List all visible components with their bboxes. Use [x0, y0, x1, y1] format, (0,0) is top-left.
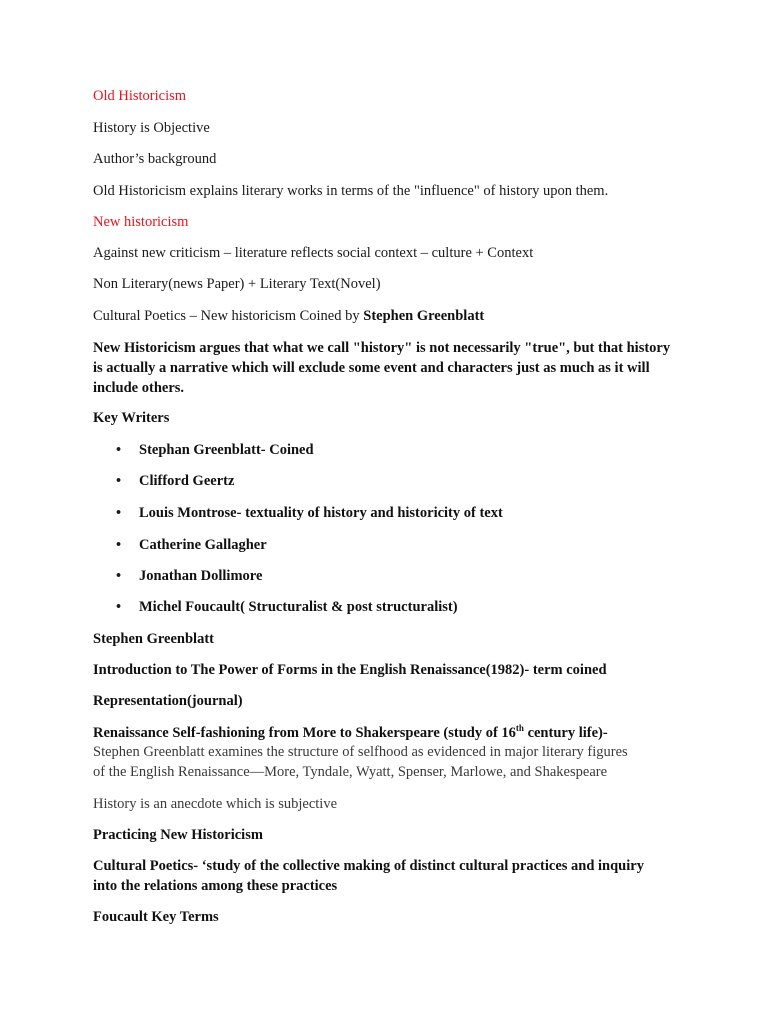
old-line-objective: History is Objective: [93, 120, 210, 136]
new-historicism-paragraph: New Historicism argues that what we call "history" is not necessarily "true", but that history is actually a narrative which will exclude some event and characters just as much as it will include others.: [93, 340, 671, 396]
heading-new-historicism: New historicism: [93, 214, 189, 230]
foucault-heading: Foucault Key Terms: [93, 909, 219, 925]
examines-line-1: Stephen Greenblatt examines the structure of selfhood as evidenced in major literary figures: [93, 744, 628, 760]
anecdote-line: History is an anecdote which is subjective: [93, 796, 338, 812]
bullet-icon: •: [116, 599, 122, 615]
greenblatt-heading: Stephen Greenblatt: [93, 631, 214, 647]
bullet-icon: •: [116, 537, 122, 553]
bullet-icon: •: [116, 442, 122, 458]
greenblatt-name: Stephen Greenblatt: [363, 308, 485, 324]
examines-line-2: of the English Renaissance—More, Tyndale, Wyatt, Spenser, Marlowe, and Shakespeare: [93, 764, 608, 780]
new-line-against-criticism: Against new criticism – literature reflects social context – culture + Context: [93, 245, 534, 261]
writer-item: Catherine Gallagher: [139, 537, 267, 553]
writer-item: Jonathan Dollimore: [139, 568, 263, 584]
old-line-influence: Old Historicism explains literary works in terms of the "influence" of history upon them.: [93, 183, 609, 199]
new-line-non-literary: Non Literary(news Paper) + Literary Text(Novel): [93, 276, 381, 292]
bullet-icon: •: [116, 505, 122, 521]
self-fashioning-b: century life)-: [523, 725, 608, 741]
practicing-heading: Practicing New Historicism: [93, 827, 263, 843]
heading-old-historicism: Old Historicism: [93, 88, 187, 104]
cultural-poetics-definition: Cultural Poetics- ‘study of the collective making of distinct cultural practices and inquiry into the relations among these practices: [93, 858, 644, 894]
bullet-icon: •: [116, 473, 122, 489]
self-fashioning-title: [93, 723, 673, 743]
representation-journal: Representation(journal): [93, 693, 243, 709]
writer-item: Stephan Greenblatt- Coined: [139, 442, 314, 458]
self-fashioning-sup: th: [515, 723, 524, 734]
writer-item: Clifford Geertz: [139, 473, 235, 489]
writer-item: Michel Foucault( Structuralist & post structuralist): [139, 599, 458, 615]
self-fashioning-a: Renaissance Self-fashioning from More to Shakerspeare (study of 16: [93, 725, 516, 741]
old-line-author-background: Author’s background: [93, 151, 217, 167]
cultural-poetics-prefix: Cultural Poetics – New historicism Coined by: [93, 308, 364, 324]
writer-item: Louis Montrose- textuality of history and historicity of text: [139, 505, 503, 521]
power-of-forms-line: Introduction to The Power of Forms in the English Renaissance(1982)- term coined: [93, 662, 607, 678]
new-line-cultural-poetics: [93, 306, 673, 326]
key-writers-heading: Key Writers: [93, 410, 170, 426]
bullet-icon: •: [116, 568, 122, 584]
